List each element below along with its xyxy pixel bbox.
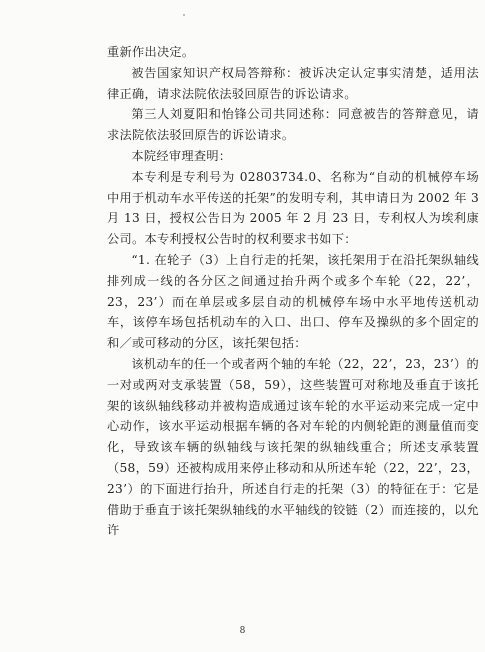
paragraph-continuation: 重新作出决定。 [107,45,195,59]
paragraph-third-party-statement: 第三人刘夏阳和怡锋公司共同述称：同意被告的答辩意见，请求法院依法驳回原告的诉讼请求。 [107,107,479,143]
paragraph-court-findings-heading: 本院经审理查明： [131,148,232,163]
paragraph-claim-1-details: 该机动车的任一个或者两个轴的车轮（22，22’，23，23’）的一对或两对支承装置（58，59），这些装置可对称地及垂直于该托架的该纵轴线移动并被构造成通过该车轮的水平运动来完成一定中心动作，该水平运动根据车辆的各对车轮的内侧轮距的测量值而变化，导致该车辆的纵轴线与该托架的纵轴线重合；所述支承装置（58，59）还被构成用来停止移动和从所述车轮（22，22’，23，23’）的下面进行抬升，所述自行走的托架（3）的特征在于：它是借助于垂直于该托架纵轴线的水平轴线的铰链（2）而连接的，以允许 [107,356,479,538]
page-number: 8 [239,626,246,636]
document-body [107,42,479,541]
paragraph-claim-1: “1. 在轮子（3）上自行走的托架，该托架用于在沿托架纵轴线排列成一线的各分区之间通过抬升两个或多个车轮（22，22’，23，23’）而在单层或多层自动的机械停车场中水平地传送机动车，该停车场包括机动车的入口、出口、停车及操纵的多个固定的和／或可移动的分区，该托架包括： [107,252,479,351]
paragraph-defendant-reply: 被告国家知识产权局答辩称：被诉决定认定事实清楚，适用法律正确，请求法院依法驳回原告的诉讼请求。 [107,65,479,101]
scan-mark [183,14,185,16]
paragraph-patent-info: 本专利是专利号为 02803734.0、名称为“自动的机械停车场中用于机动车水平传送的托架”的发明专利，其申请日为 2002 年 3 月 13 日，授权公告日为 2005 年 2 月 23 日，专利权人为埃利康公司。本专利授权公告时的权利要求书如下： [107,169,479,247]
